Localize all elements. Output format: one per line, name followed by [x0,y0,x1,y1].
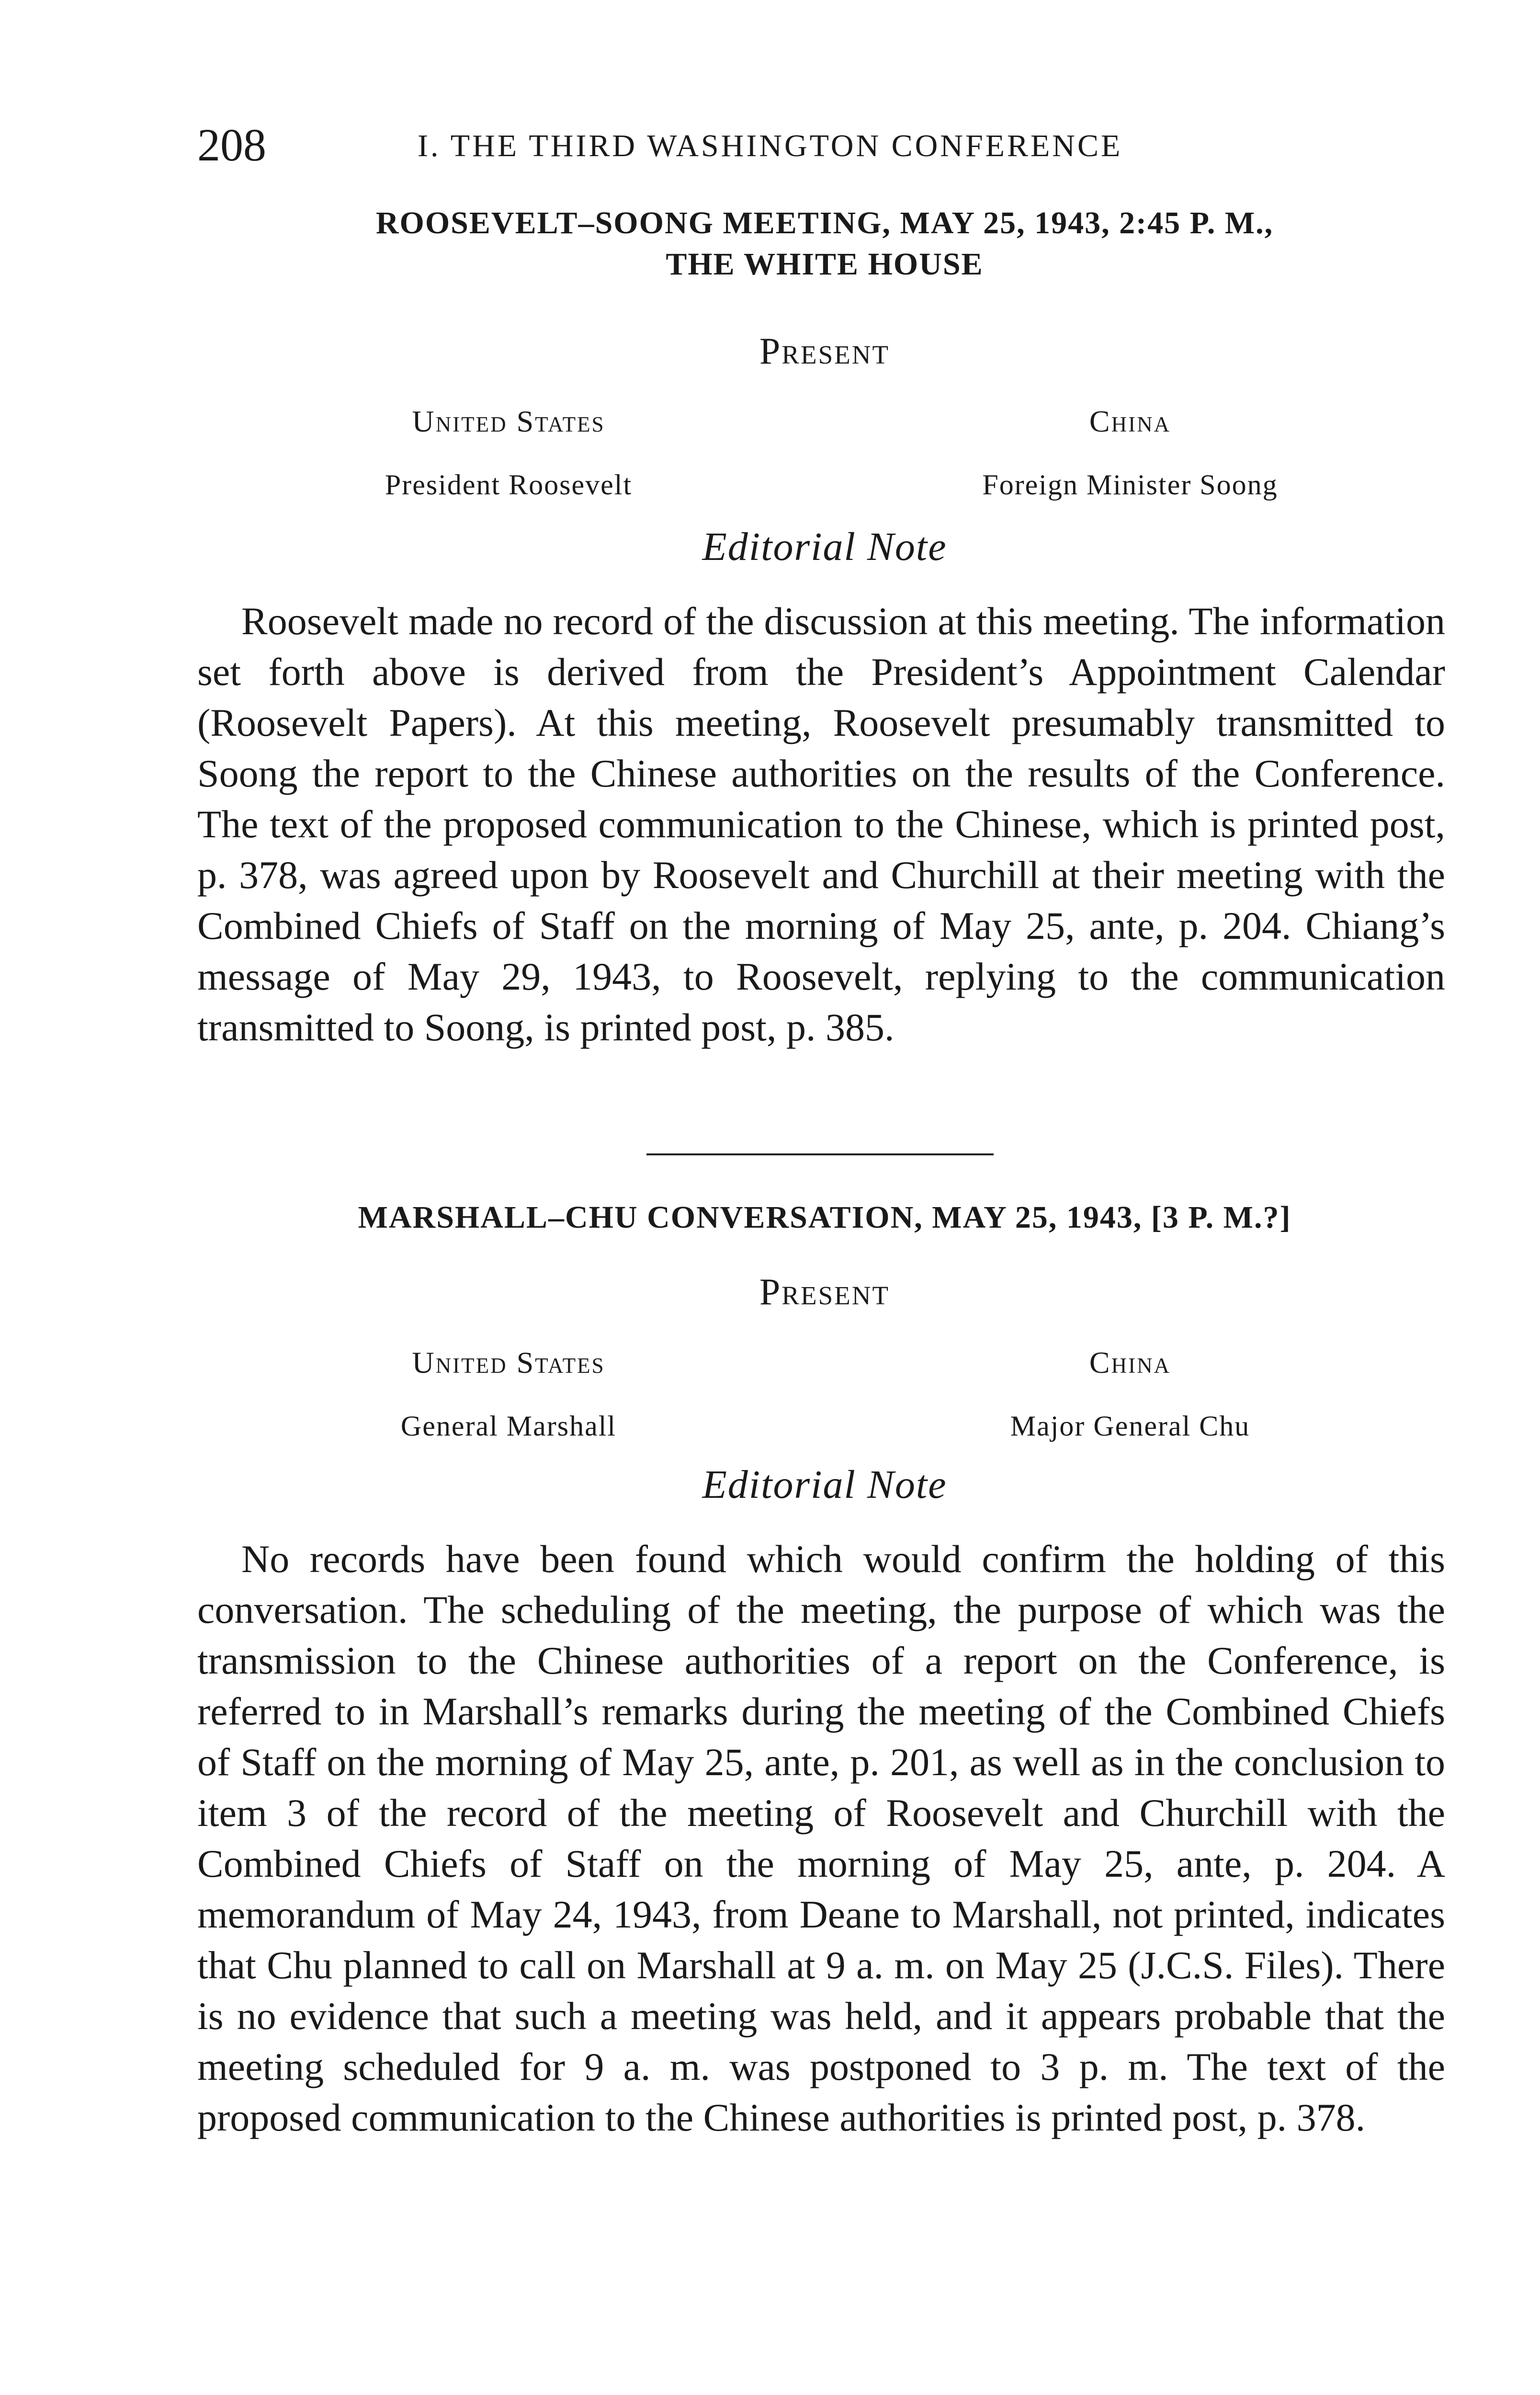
meeting1-us-column [269,402,748,504]
meeting1-editorial-note-heading: Editorial Note [702,525,947,569]
meeting2-title: MARSHALL–CHU CONVERSATION, MAY 25, 1943, [3 P. M.?] [358,1200,1291,1235]
meeting2-present-label: Present [759,1271,890,1312]
meeting2-us-heading: United States [412,1346,605,1380]
running-head: I. THE THIRD WASHINGTON CONFERENCE [418,128,1123,163]
meeting1-china-column [891,402,1370,504]
meeting1-note-paragraph: Roosevelt made no record of the discussion at this meeting. The information set forth above is derived from the President’s Appointment Calendar (Roosevelt Papers). At this meeting, Roosevelt presumably transmitted to Soong the report to the Chinese authorities on the results of the Conference. The text of the proposed communication to the Chinese, which is printed post, p. 378, was agreed upon by Roosevelt and Churchill at their meeting with the Combined Chiefs of Staff on the morning of May 25, ante, p. 204. Chiang’s message of May 29, 1943, to Roosevelt, replying to the communication transmitted to Soong, is printed post, p. 385. [197,599,1445,1049]
meeting1-us-attendee: President Roosevelt [385,469,633,501]
meeting2-china-column [891,1344,1370,1445]
meeting2-editorial-note-heading: Editorial Note [702,1462,947,1507]
meeting1-china-attendee: Foreign Minister Soong [982,469,1278,501]
meeting2-china-attendee: Major General Chu [1010,1410,1250,1442]
meeting2-us-attendee: General Marshall [400,1410,617,1442]
meeting2-us-column [269,1344,748,1445]
meeting2-china-heading: China [1089,1346,1171,1380]
meeting2-note-paragraph: No records have been found which would confirm the holding of this conversation. The scheduling of the meeting, the purpose of which was the transmission to the Chinese authorities of a report on the Conference, is referred to in Marshall’s remarks during the meeting of the Combined Chiefs of Staff on the morning of May 25, ante, p. 201, as well as in the conclusion to item 3 of the record of the meeting of Roosevelt and Churchill with the Combined Chiefs of Staff on the morning of May 25, ante, p. 204. A memorandum of May 24, 1943, from Deane to Marshall, not printed, indicates that Chu planned to call on Marshall at 9 a. m. on May 25 (J.C.S. Files). There is no evidence that such a meeting was held, and it appears probable that the meeting scheduled for 9 a. m. was postponed to 3 p. m. The text of the proposed communication to the Chinese authorities is printed post, p. 378. [197,1537,1445,2139]
section-divider [646,1153,994,1155]
meeting1-china-heading: China [1089,404,1171,438]
meeting1-present-label: Present [759,330,890,372]
page-number: 208 [197,119,266,171]
meeting1-title-line2: THE WHITE HOUSE [666,247,984,282]
meeting1-title-line1: ROOSEVELT–SOONG MEETING, MAY 25, 1943, 2:45 P. M., [375,205,1274,240]
page-header [197,119,1452,171]
meeting1-us-heading: United States [412,404,605,438]
